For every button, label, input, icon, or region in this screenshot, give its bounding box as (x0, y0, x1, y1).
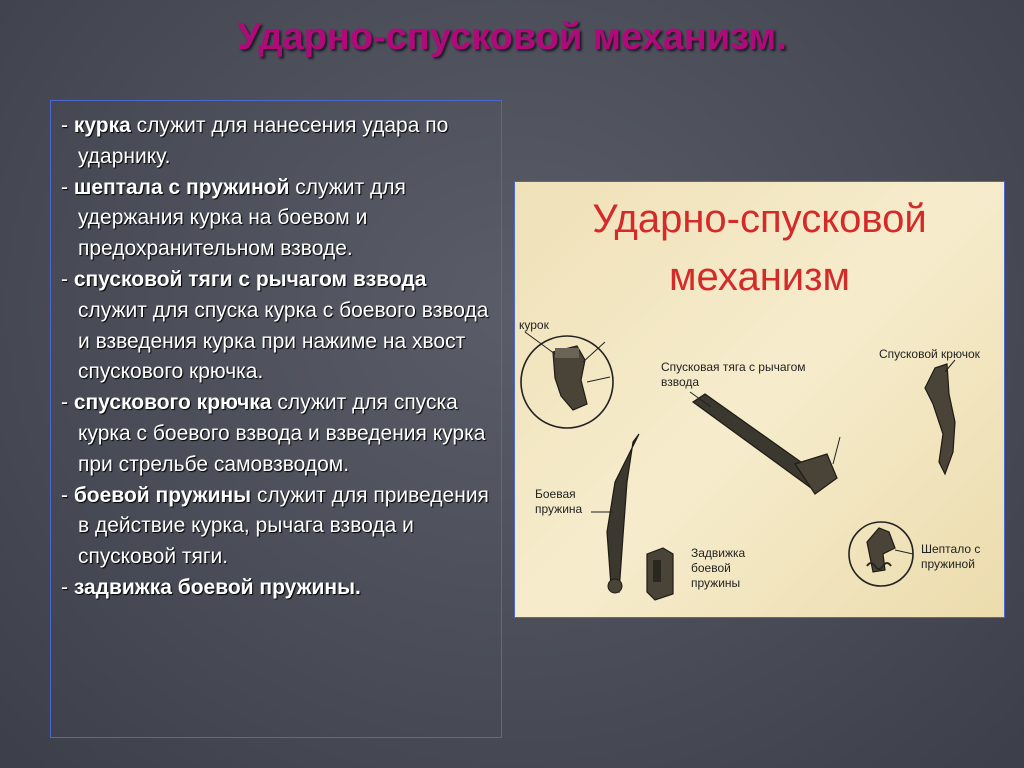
definition-term: шептала с пружиной (73, 175, 290, 199)
definition-trigger-bar: - спусковой тяги с рычагом взвода служит для спуска курка с боевого взвода и взведения курка при нажиме на хвост спускового крючка. (61, 267, 489, 384)
definition-term: задвижка боевой пружины. (73, 575, 361, 599)
trigger-bar-part (690, 392, 840, 494)
illustration-title-line2: механизм (669, 255, 850, 299)
label-mainspring-latch: Задвижка боевой пружины (691, 546, 746, 590)
definition-text: служит для спуска курка с боевого взвода и взведения курка при нажиме на хвост спускового крючка. (78, 298, 489, 384)
definition-mainspring: - боевой пружины служит для приведения в действие курка, рычага взвода и спусковой тяги. (61, 483, 489, 569)
slide-title: Ударно-спусковой механизм. (237, 16, 787, 58)
definition-text: служит для приведения в действие курка, рычага взвода и спусковой тяги. (78, 483, 489, 569)
definition-term: боевой пружины (73, 483, 252, 507)
label-trigger-bar: Спусковая тяга с рычагом взвода (661, 360, 806, 389)
definition-term: курка (73, 114, 131, 137)
mechanism-illustration (514, 181, 1005, 618)
definition-trigger: - спускового крючка служит для спуска курка с боевого взвода и взведения курка при стрельбе самовзводом. (61, 391, 486, 476)
mainspring-latch-part (647, 548, 673, 600)
definition-hammer: - курка служит для нанесения удара по ударнику. (61, 114, 449, 168)
trigger-part (925, 360, 955, 474)
definition-text: служит для нанесения удара по ударнику. (78, 114, 449, 168)
label-sear: Шептало с пружиной (921, 542, 981, 571)
definition-term: спусковой тяги с рычагом взвода (73, 267, 427, 291)
definition-mainspring-latch: - задвижка боевой пружины. (61, 575, 361, 599)
label-mainspring: Боевая пружина (535, 487, 583, 516)
illustration-title-line1: Ударно-спусковой (592, 197, 927, 241)
definitions-panel (50, 100, 502, 738)
label-hammer: курок (519, 318, 549, 332)
hammer-part (521, 332, 613, 428)
definition-text: служит для удержания курка на боевом и предохранительном взводе. (78, 175, 406, 261)
definition-text: служит для спуска курка с боевого взвода и взведения курка при стрельбе самовзводом. (78, 391, 486, 476)
label-trigger: Спусковой крючок (879, 347, 980, 361)
sear-part (849, 522, 913, 586)
definition-sear: - шептала с пружиной служит для удержания курка на боевом и предохранительном взводе. (61, 175, 406, 261)
definition-term: спускового крючка (73, 391, 272, 415)
mainspring-part (591, 434, 639, 593)
